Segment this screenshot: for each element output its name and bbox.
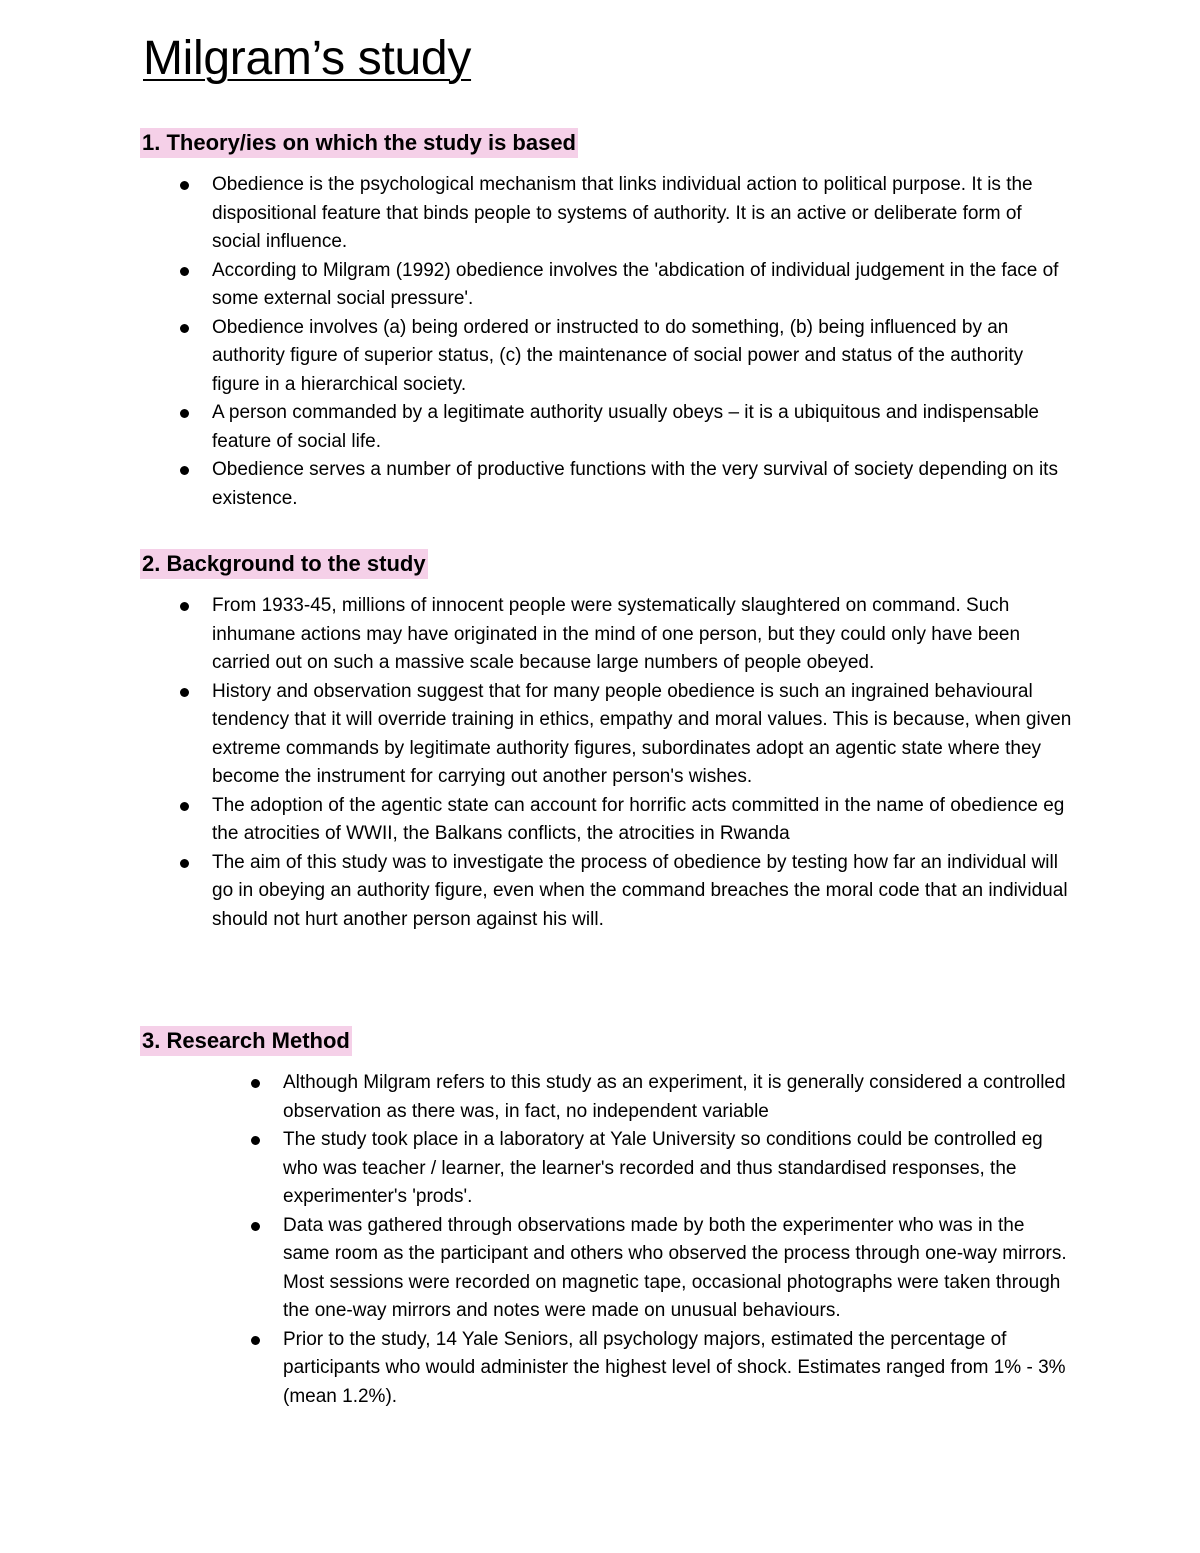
list-item-text: The adoption of the agentic state can account for horrific acts committed in the name of obedience eg the atrocities of WWII, the Balkans conflicts, the atrocities in Rwanda	[212, 794, 1065, 844]
list-item	[212, 678, 1072, 792]
list-item	[212, 399, 1072, 456]
list-item-text: Obedience is the psychological mechanism that links individual action to political purpose. It is the dispositional feature that binds people to systems of authority. It is an active or deliberate form of social influence.	[212, 174, 1033, 252]
document-title: Milgram’s study	[143, 32, 472, 85]
section-heading-text: 1. Theory/ies on which the study is based	[140, 128, 578, 158]
list-item-text: History and observation suggest that for many people obedience is such an ingrained behavioural tendency that it will override training in ethics, empathy and moral values. This is because, when given extreme commands by legitimate authority figures, subordinates adopt an agentic state where they become the instrument for carrying out another person's wishes.	[212, 680, 1072, 787]
bullet-icon	[251, 1136, 260, 1145]
bullet-icon	[180, 181, 189, 190]
section-heading-background	[140, 549, 428, 579]
bullet-icon	[180, 602, 189, 611]
section-heading-research-method	[140, 1026, 352, 1056]
list-item-text: Prior to the study, 14 Yale Seniors, all psychology majors, estimated the percentage of participants who would administer the highest level of shock. Estimates ranged from 1% - 3% (mean 1.2%).	[283, 1328, 1066, 1407]
list-item	[212, 792, 1072, 849]
list-item	[283, 1212, 1073, 1326]
list-item-text: Obedience serves a number of productive functions with the very survival of society depending on its existence.	[212, 459, 1058, 509]
bullet-icon	[180, 466, 189, 475]
bullet-icon	[180, 324, 189, 333]
section-heading-text: 2. Background to the study	[140, 549, 428, 579]
list-item-text: From 1933-45, millions of innocent people were systematically slaughtered on command. Such inhumane actions may have originated in the mind of one person, but they could only have been carried out on such a massive scale because large numbers of people obeyed.	[212, 595, 1021, 673]
list-item-text: Obedience involves (a) being ordered or instructed to do something, (b) being influenced by an authority figure of superior status, (c) the maintenance of social power and status of the authority figure in a hierarchical society.	[212, 316, 1024, 395]
bullet-icon	[180, 802, 189, 811]
list-item-text: A person commanded by a legitimate authority usually obeys – it is a ubiquitous and indispensable feature of social life.	[212, 402, 1040, 452]
section-heading-theory	[140, 128, 578, 158]
list-item	[212, 456, 1072, 513]
bullet-icon	[251, 1336, 260, 1345]
section-list-theory	[212, 171, 1072, 513]
section-heading-text: 3. Research Method	[140, 1026, 352, 1056]
list-item	[283, 1326, 1073, 1412]
list-item-text: The aim of this study was to investigate the process of obedience by testing how far an individual will go in obeying an authority figure, even when the command breaches the moral code that an individual should not hurt another person against his will.	[212, 851, 1068, 930]
list-item	[212, 314, 1072, 400]
list-item	[283, 1126, 1073, 1212]
list-item	[283, 1069, 1073, 1126]
list-item-text: Although Milgram refers to this study as an experiment, it is generally considered a controlled observation as there was, in fact, no independent variable	[283, 1072, 1066, 1122]
list-item	[212, 171, 1072, 257]
bullet-icon	[180, 267, 189, 276]
bullet-icon	[251, 1079, 260, 1088]
section-list-background	[212, 592, 1072, 934]
list-item-text: According to Milgram (1992) obedience involves the 'abdication of individual judgement in the face of some external social pressure'.	[212, 259, 1059, 309]
list-item	[212, 849, 1072, 935]
list-item	[212, 592, 1072, 678]
bullet-icon	[180, 688, 189, 697]
list-item	[212, 257, 1072, 314]
list-item-text: Data was gathered through observations made by both the experimenter who was in the same room as the participant and others who observed the process through one-way mirrors. Most sessions were recorded on magnetic tape, occasional photographs were taken through the one-way mirrors and notes were made on unusual behaviours.	[283, 1214, 1067, 1321]
bullet-icon	[251, 1222, 260, 1231]
bullet-icon	[180, 859, 189, 868]
bullet-icon	[180, 409, 189, 418]
section-list-research-method	[283, 1069, 1073, 1411]
list-item-text: The study took place in a laboratory at Yale University so conditions could be controlled eg who was teacher / learner, the learner's recorded and thus standardised responses, the experimenter's 'prods'.	[283, 1129, 1043, 1207]
